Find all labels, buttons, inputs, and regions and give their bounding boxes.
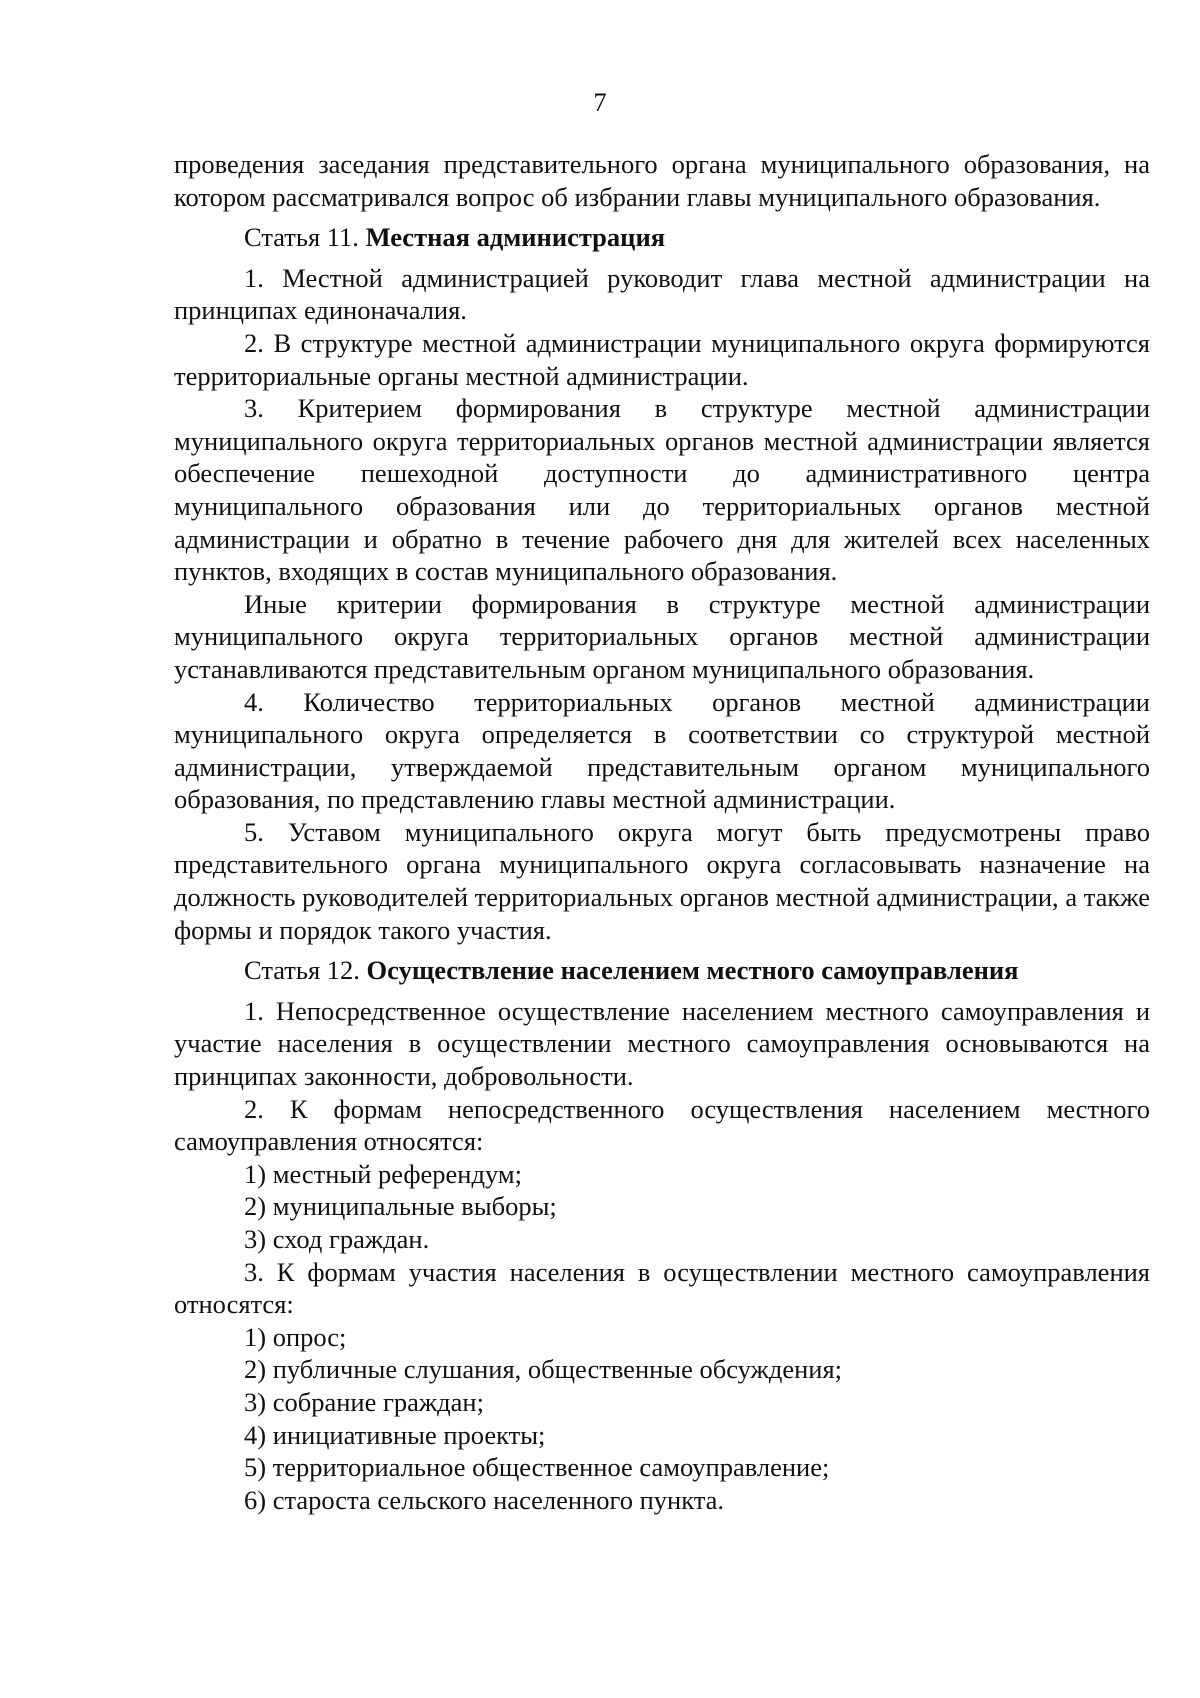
article-11-label: Статья 11. xyxy=(244,222,359,253)
article-11-paragraph: 3. Критерием формирования в структуре местной администрации муниципального округа территориальных органов местной администрации является обеспечение пешеходной доступности до административного центра муниципального образования или до территориальных органов местной администрации и обратно в течение рабочего дня для жителей всех населенных пунктов, входящих в состав муниципального образования. xyxy=(174,393,1150,587)
list-item: 6) староста сельского населенного пункта. xyxy=(244,1484,725,1515)
article-11-heading xyxy=(174,221,1150,254)
list-item: 3) собрание граждан; xyxy=(244,1386,484,1417)
document-body xyxy=(174,148,1150,1516)
article-12-paragraph-1: 1. Непосредственное осуществление населением местного самоуправления и участие населения в осуществлении местного самоуправления основываются на принципах законности, добровольности. xyxy=(174,995,1150,1092)
article-11-paragraph: 1. Местной администрацией руководит глава местной администрации на принципах единоначалия. xyxy=(174,262,1150,326)
article-12-title: Осуществление населением местного самоуправления xyxy=(366,955,1019,986)
list-item: 3) сход граждан. xyxy=(244,1224,430,1254)
continued-paragraph: проведения заседания представительного органа муниципального образования, на котором рассматривался вопрос об избрании главы муниципального образования. xyxy=(174,149,1150,212)
article-12-paragraph-2: 2. К формам непосредственного осуществления населением местного самоуправления относятся: xyxy=(174,1093,1150,1157)
list-item: 2) муниципальные выборы; xyxy=(244,1191,557,1222)
article-11-title: Местная администрация xyxy=(365,222,666,253)
article-12-paragraph-3: 3. К формам участия населения в осуществлении местного самоуправления относятся: xyxy=(174,1256,1150,1320)
article-11-paragraph: 5. Уставом муниципального округа могут быть предусмотрены право представительного органа муниципального округа согласовывать назначение на должность руководителей территориальных органов местной администрации, а также формы и порядок такого участия. xyxy=(174,816,1150,945)
list-item: 1) опрос; xyxy=(244,1321,347,1352)
article-11-paragraph: Иные критерии формирования в структуре местной администрации муниципального округа территориальных органов местной администрации устанавливаются представительным органом муниципального образования. xyxy=(174,588,1150,684)
list-item: 1) местный референдум; xyxy=(244,1158,523,1189)
list-item: 4) инициативные проекты; xyxy=(244,1419,546,1450)
article-12-label: Статья 12. xyxy=(244,955,360,986)
page-number: 7 xyxy=(593,87,607,117)
article-12-heading xyxy=(174,954,1150,987)
article-11-paragraph: 2. В структуре местной администрации муниципального округа формируются территориальные органы местной администрации. xyxy=(174,327,1150,391)
list-item: 5) территориальное общественное самоуправление; xyxy=(244,1452,830,1483)
list-item: 2) публичные слушания, общественные обсуждения; xyxy=(244,1354,843,1385)
article-11-paragraph: 4. Количество территориальных органов местной администрации муниципального округа определяется в соответствии со структурой местной администрации, утверждаемой представительным органом муниципального образования, по представлению главы местной администрации. xyxy=(174,686,1150,815)
